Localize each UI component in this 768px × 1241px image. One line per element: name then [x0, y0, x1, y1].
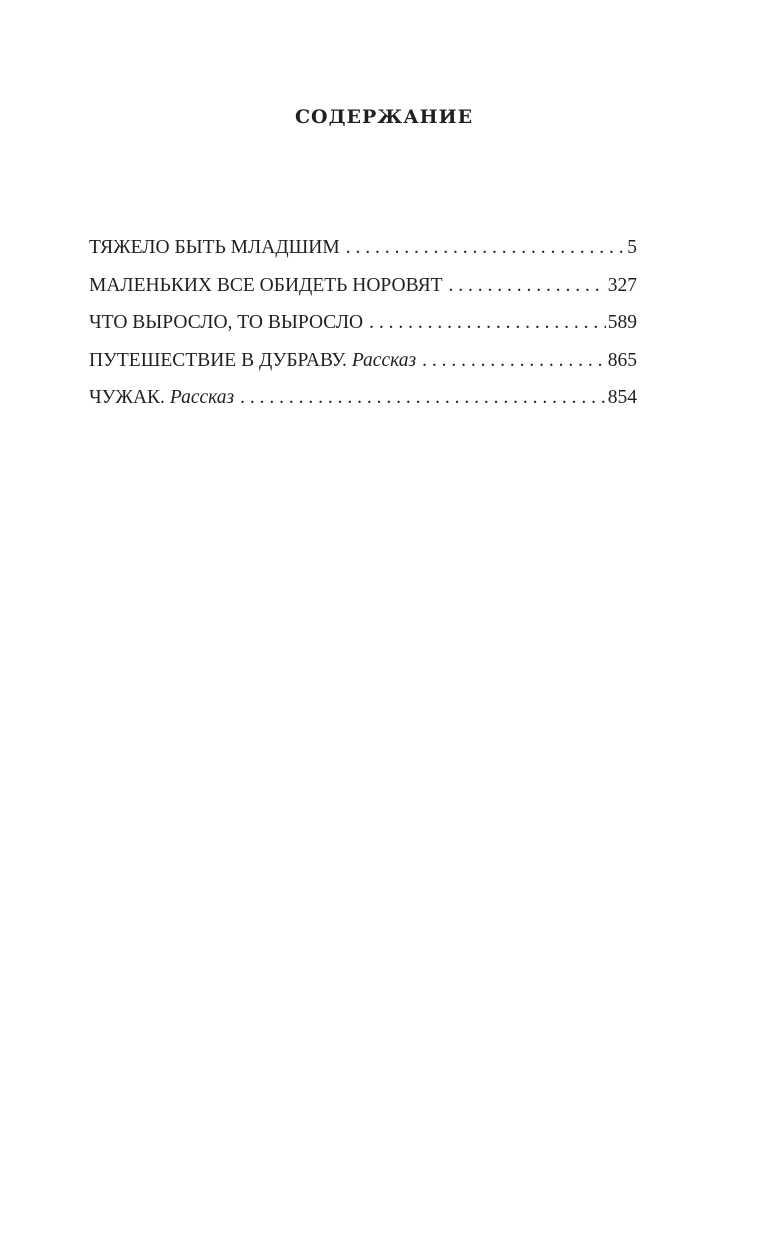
page-title: СОДЕРЖАНИЕ — [294, 106, 474, 128]
toc-entry[interactable] — [89, 347, 637, 385]
toc-page-number: 327 — [607, 274, 637, 296]
toc-entry[interactable] — [89, 309, 637, 347]
toc-page-number: 854 — [607, 387, 637, 408]
toc-entry-title: ТЯЖЕЛО БЫТЬ МЛАДШИМ — [89, 237, 340, 258]
dot-leader — [346, 234, 626, 262]
toc-entry-subtitle: Рассказ — [169, 387, 235, 408]
toc-page-number: 5 — [627, 237, 637, 258]
dot-leader — [449, 272, 606, 300]
dot-leader — [240, 384, 606, 412]
toc-page-number: 865 — [607, 349, 637, 371]
toc-entry[interactable] — [89, 234, 637, 272]
toc-entry[interactable] — [89, 384, 637, 422]
toc-page-number: 589 — [607, 312, 637, 333]
toc-entry[interactable] — [89, 272, 637, 310]
toc-entry-title: ЧУЖАК. — [89, 387, 165, 408]
dot-leader — [369, 309, 606, 337]
dot-leader — [422, 347, 606, 375]
table-of-contents — [89, 234, 637, 422]
toc-entry-title: ПУТЕШЕСТВИЕ В ДУБРАВУ. — [89, 349, 347, 371]
toc-entry-title: МАЛЕНЬКИХ ВСЕ ОБИДЕТЬ НОРОВЯТ — [89, 274, 443, 296]
toc-entry-subtitle: Рассказ — [351, 349, 417, 371]
toc-entry-title: ЧТО ВЫРОСЛО, ТО ВЫРОСЛО — [89, 312, 364, 333]
